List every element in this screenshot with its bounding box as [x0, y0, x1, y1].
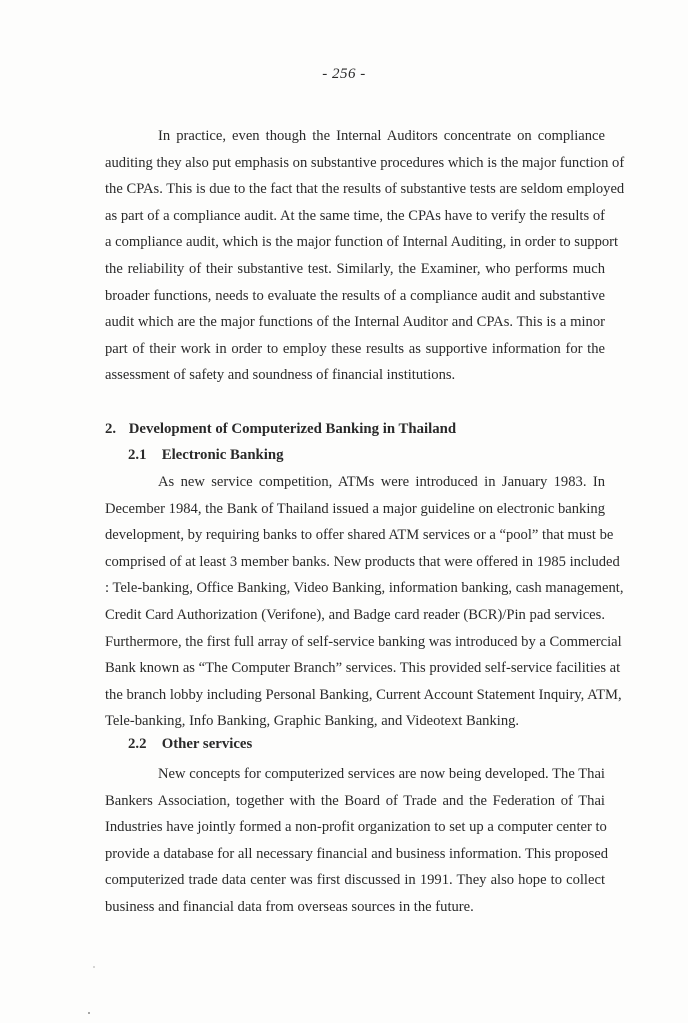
paragraph-line: : Tele-banking, Office Banking, Video Banking, information banking, cash management, [105, 580, 624, 597]
paragraph-line: broader functions, needs to evaluate the results of a compliance audit and substantive [105, 287, 605, 304]
subsection-heading-other-services [128, 736, 252, 753]
paragraph-line: as part of a compliance audit. At the same time, the CPAs have to verify the results of [105, 207, 605, 224]
subsection-heading-electronic-banking [128, 447, 284, 464]
paragraph-line: New concepts for computerized services are now being developed. The Thai [158, 766, 605, 782]
paragraph-line: the CPAs. This is due to the fact that the results of substantive tests are seldom employed [105, 181, 625, 198]
scan-speck [93, 966, 95, 968]
paragraph-line: assessment of safety and soundness of financial institutions. [105, 367, 456, 384]
paragraph-line: Furthermore, the first full array of self-service banking was introduced by a Commercial [105, 633, 622, 650]
subsection-number: 2.1 [128, 447, 147, 463]
paragraph-line: computerized trade data center was first discussed in 1991. They also hope to collect [105, 872, 605, 889]
section-title: Development of Computerized Banking in Thailand [128, 421, 457, 437]
paragraph-line: December 1984, the Bank of Thailand issued a major guideline on electronic banking [105, 500, 605, 517]
paragraph-line: Industries have jointly formed a non-profit organization to set up a computer center to [105, 819, 607, 836]
subsection-number: 2.2 [128, 736, 147, 752]
paragraph-line: the branch lobby including Personal Banking, Current Account Statement Inquiry, ATM, [105, 686, 622, 703]
paragraph-line: business and financial data from overseas sources in the future. [105, 898, 474, 915]
subsection-title: Other services [161, 736, 253, 752]
subsection-title: Electronic Banking [161, 447, 284, 463]
paragraph-line: Bankers Association, together with the Board of Trade and the Federation of Thai [105, 792, 605, 809]
paragraph-line: a compliance audit, which is the major function of Internal Auditing, in order to support [105, 234, 619, 251]
paragraph-line: provide a database for all necessary financial and business information. This proposed [105, 845, 609, 862]
scan-speck [88, 1012, 90, 1014]
page-number: - 256 - [322, 66, 366, 82]
section-heading [105, 421, 456, 438]
paragraph-line: audit which are the major functions of the Internal Auditor and CPAs. This is a minor [105, 314, 605, 331]
paragraph-line: the reliability of their substantive test. Similarly, the Examiner, who performs much [105, 260, 605, 277]
electronic-banking-paragraph [105, 469, 624, 735]
paragraph-line: comprised of at least 3 member banks. New products that were offered in 1985 included [105, 553, 620, 570]
other-services-paragraph [105, 761, 609, 921]
intro-paragraph [105, 123, 625, 389]
paragraph-line: Bank known as “The Computer Branch” services. This provided self-service facilities at [105, 660, 621, 677]
paragraph-line: Credit Card Authorization (Verifone), and Badge card reader (BCR)/Pin pad services. [105, 606, 605, 623]
paragraph-line: Tele-banking, Info Banking, Graphic Banking, and Videotext Banking. [105, 713, 520, 730]
paragraph-line: development, by requiring banks to offer shared ATM services or a “pool” that must be [105, 527, 614, 544]
paragraph-line: As new service competition, ATMs were introduced in January 1983. In [158, 474, 605, 490]
paragraph-line: auditing they also put emphasis on substantive procedures which is the major function of [105, 154, 625, 171]
section-number: 2. [105, 421, 117, 437]
paragraph-line: In practice, even though the Internal Auditors concentrate on compliance [158, 128, 605, 144]
paragraph-line: part of their work in order to employ these results as supportive information for the [105, 340, 605, 357]
